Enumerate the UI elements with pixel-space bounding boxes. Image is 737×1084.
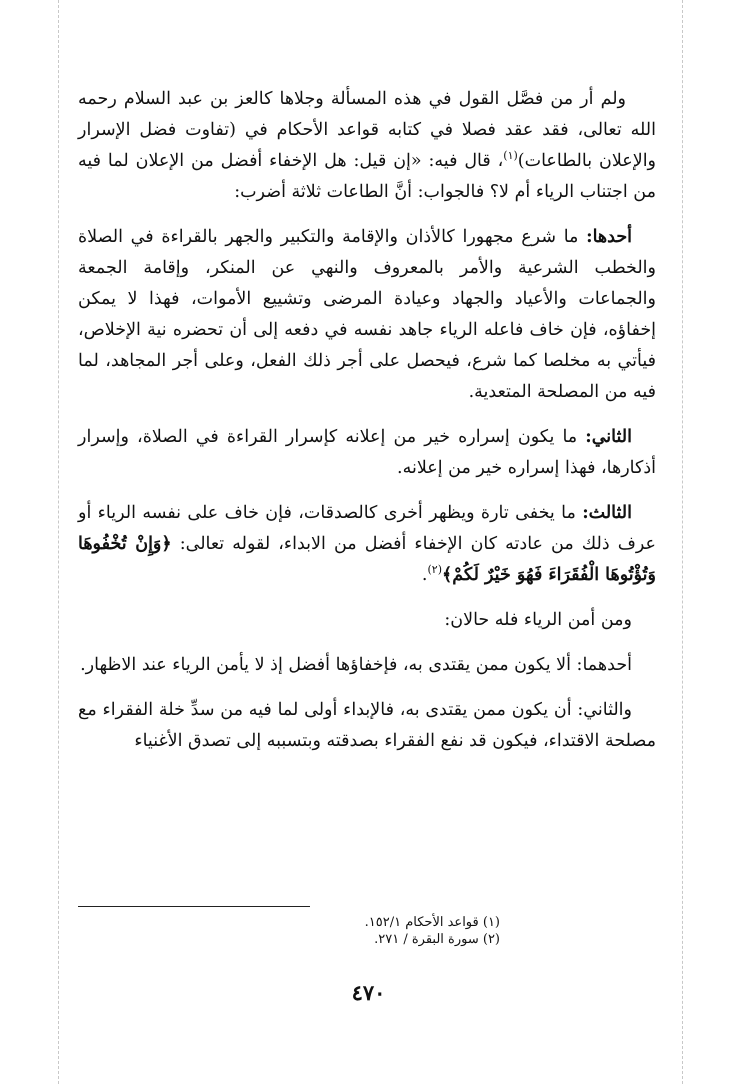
paragraph-case-one: [78, 650, 656, 681]
footnotes: [78, 914, 656, 948]
first-type-lead: أحدها:: [586, 227, 632, 247]
paragraph-third-type: [78, 498, 656, 591]
footnote-ref-2[interactable]: (٢): [427, 563, 443, 577]
case-one-text: أحدهما: ألا يكون ممن يقتدى به، فإخفاؤها أفضل إذ لا يأمن الرياء عند الاظهار.: [80, 655, 632, 675]
page-body: [78, 84, 656, 771]
third-type-text: ما يخفى تارة ويظهر أخرى كالصدقات، فإن خاف على نفسه الرياء أو عرف ذلك من عادته كان الإخفاء أفضل من الابداء، لقوله تعالى:: [78, 503, 656, 554]
footnote-2: (٢) سورة البقرة / ٢٧١.: [374, 932, 500, 947]
paragraph-first-type: [78, 222, 656, 408]
page-number: ٤٧٠: [351, 980, 386, 1005]
scan-margin-line-right: [682, 0, 683, 1084]
scan-margin-line-left: [58, 0, 59, 1084]
second-type-text: ما يكون إسراره خير من إعلانه كإسرار القراءة في الصلاة، وإسرار أذكارها، فهذا إسراره خير من إعلانه.: [78, 427, 656, 478]
intro-text-continued: ، قال فيه: «إن قيل: هل الإخفاء أفضل من الإعلان لما فيه من اجتناب الرياء أم لا؟ فالجواب: أنَّ الطاعات ثلاثة أضرب:: [78, 151, 656, 202]
footnote-ref-1[interactable]: (١): [503, 149, 518, 163]
second-type-lead: الثاني:: [585, 427, 632, 447]
footnote-1: (١) قواعد الأحكام ١٥٢/١.: [364, 915, 500, 930]
paragraph-two-cases: [78, 605, 656, 636]
third-type-text-end: .: [421, 565, 428, 585]
case-two-text: والثاني: أن يكون ممن يقتدى به، فالإبداء أولى لما فيه من سدِّ خلة الفقراء مع مصلحة الاقتداء، فيكون قد نفع الفقراء بصدقته وبتسببه إلى تصدق الأغنياء: [78, 700, 656, 751]
paragraph-second-type: [78, 422, 656, 484]
first-type-text: ما شرع مجهورا كالأذان والإقامة والتكبير والجهر بالقراءة في الصلاة والخطب الشرعية والأمر بالمعروف والنهي عن المنكر، وإقامة الجمعة والجماعات والأعياد والجهاد وعيادة المرضى وتشييع الأموات، فهذا لا يمكن إخفاؤه، فإن خاف فاعله الرياء جاهد نفسه في دفعه إلى أن تحضره نية الإخلاص، فيأتي به مخلصا كما شرع، فيحصل على أجر ذلك الفعل، وعلى أجر المجاهد، لما فيه من المصلحة المتعدية.: [78, 227, 656, 402]
two-cases-text: ومن أمن الرياء فله حالان:: [444, 610, 632, 630]
paragraph-intro: [78, 84, 656, 208]
footnote-separator: [78, 906, 310, 907]
quran-verse: ﴿وَإِنْ تُخْفُوهَا وَتُؤْتُوهَا الْفُقَرَاءَ فَهُوَ خَيْرٌ لَكُمْ﴾: [78, 534, 656, 585]
intro-text: ولم أر من فصَّل القول في هذه المسألة وجلاها كالعز بن عبد السلام رحمه الله تعالى، فقد عقد فصلا في كتابه قواعد الأحكام في (تفاوت فضل الإسرار والإعلان بالطاعات): [78, 89, 657, 171]
third-type-lead: الثالث:: [582, 503, 632, 523]
paragraph-case-two: [78, 695, 656, 757]
